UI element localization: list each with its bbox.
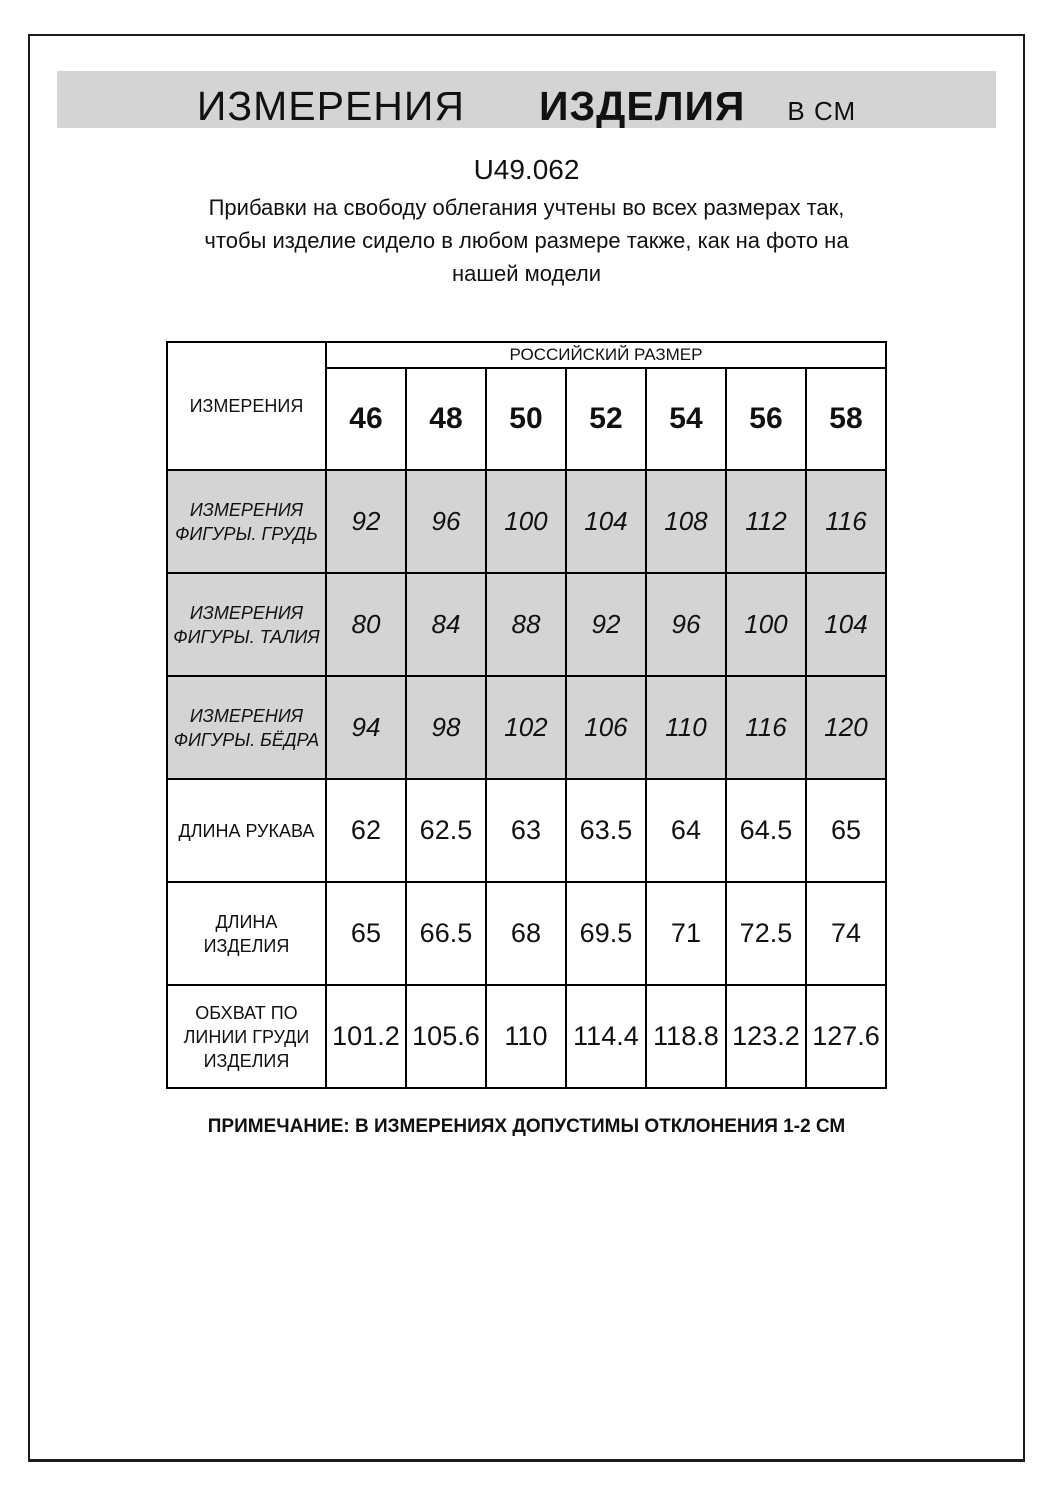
table-cell: 62.5: [406, 779, 486, 882]
table-cell: 65: [806, 779, 886, 882]
table-cell: 102: [486, 676, 566, 779]
table-cell: 120: [806, 676, 886, 779]
size-table: [166, 341, 887, 1089]
size-header: 58: [806, 368, 886, 470]
intro-paragraph: [30, 191, 1023, 290]
table-cell: 110: [486, 985, 566, 1088]
table-cell: 105.6: [406, 985, 486, 1088]
table-cell: 94: [326, 676, 406, 779]
table-cell: 108: [646, 470, 726, 573]
table-cell: 63.5: [566, 779, 646, 882]
table-cell: 104: [806, 573, 886, 676]
table-cell: 104: [566, 470, 646, 573]
row-label: ИЗМЕРЕНИЯ ФИГУРЫ. ТАЛИЯ: [167, 573, 326, 676]
title-word-izmereniya: ИЗМЕРЕНИЯ: [196, 83, 465, 129]
intro-line: Прибавки на свободу облегания учтены во всех размерах так,: [208, 195, 845, 220]
title-word-izdeliya: ИЗДЕЛИЯ: [538, 83, 746, 129]
table-cell: 64: [646, 779, 726, 882]
tolerance-note: ПРИМЕЧАНИЕ: В ИЗМЕРЕНИЯХ ДОПУСТИМЫ ОТКЛОНЕНИЯ 1-2 СМ: [207, 1116, 846, 1137]
table-cell: 88: [486, 573, 566, 676]
table-cell: 66.5: [406, 882, 486, 985]
table-cell: 68: [486, 882, 566, 985]
table-row-figure-hips: [167, 676, 886, 779]
size-header: 56: [726, 368, 806, 470]
table-group-header-row: [167, 342, 886, 368]
table-cell: 84: [406, 573, 486, 676]
table-cell: 98: [406, 676, 486, 779]
table-cell: 114.4: [566, 985, 646, 1088]
size-header: 48: [406, 368, 486, 470]
table-row-item-length: [167, 882, 886, 985]
intro-line: нашей модели: [451, 261, 601, 286]
table-cell: 80: [326, 573, 406, 676]
article-code: U49.062: [473, 154, 580, 185]
size-header: 50: [486, 368, 566, 470]
table-cell: 100: [726, 573, 806, 676]
row-label: ДЛИНА ИЗДЕЛИЯ: [167, 882, 326, 985]
table-cell: 69.5: [566, 882, 646, 985]
table-corner-label: ИЗМЕРЕНИЯ: [167, 342, 326, 470]
table-cell: 64.5: [726, 779, 806, 882]
table-cell: 63: [486, 779, 566, 882]
table-cell: 65: [326, 882, 406, 985]
table-cell: 92: [566, 573, 646, 676]
table-row-figure-chest: [167, 470, 886, 573]
table-cell: 112: [726, 470, 806, 573]
table-cell: 110: [646, 676, 726, 779]
table-cell: 106: [566, 676, 646, 779]
table-cell: 101.2: [326, 985, 406, 1088]
table-cell: 96: [406, 470, 486, 573]
table-cell: 123.2: [726, 985, 806, 1088]
size-header: 46: [326, 368, 406, 470]
table-cell: 116: [726, 676, 806, 779]
row-label: ОБХВАТ ПО ЛИНИИ ГРУДИ ИЗДЕЛИЯ: [167, 985, 326, 1088]
table-row-sleeve-length: [167, 779, 886, 882]
table-row-chest-girth: [167, 985, 886, 1088]
title-unit-label: В СМ: [787, 96, 857, 126]
row-label: ДЛИНА РУКАВА: [167, 779, 326, 882]
row-label: ИЗМЕРЕНИЯ ФИГУРЫ. ГРУДЬ: [167, 470, 326, 573]
title-banner: [57, 71, 996, 128]
table-cell: 127.6: [806, 985, 886, 1088]
table-group-header: РОССИЙСКИЙ РАЗМЕР: [326, 342, 886, 368]
table-cell: 96: [646, 573, 726, 676]
table-cell: 92: [326, 470, 406, 573]
row-label: ИЗМЕРЕНИЯ ФИГУРЫ. БЁДРА: [167, 676, 326, 779]
intro-line: чтобы изделие сидело в любом размере также, как на фото на: [204, 228, 849, 253]
size-header: 52: [566, 368, 646, 470]
table-cell: 116: [806, 470, 886, 573]
size-header: 54: [646, 368, 726, 470]
table-cell: 62: [326, 779, 406, 882]
table-cell: 71: [646, 882, 726, 985]
table-cell: 100: [486, 470, 566, 573]
page-frame: [28, 34, 1025, 1462]
table-row-figure-waist: [167, 573, 886, 676]
table-cell: 74: [806, 882, 886, 985]
table-cell: 72.5: [726, 882, 806, 985]
table-cell: 118.8: [646, 985, 726, 1088]
